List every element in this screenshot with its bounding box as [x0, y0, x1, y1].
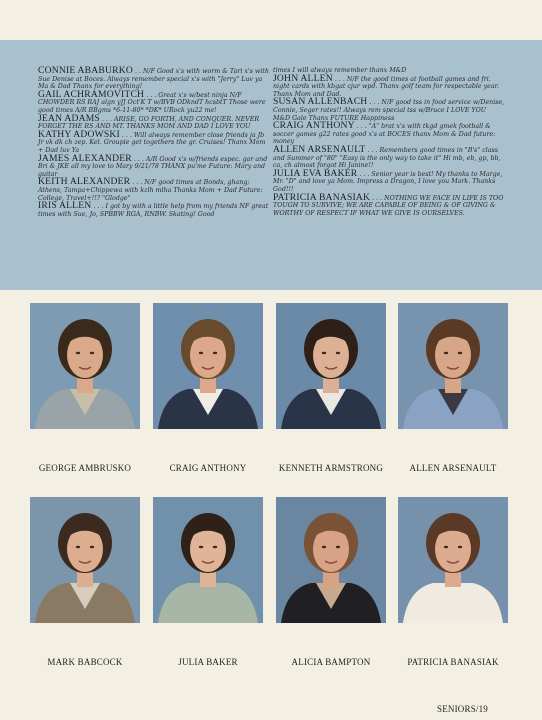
senior-name: JEAN ADAMS — [38, 112, 100, 124]
portrait-image — [398, 497, 508, 623]
portrait-photo — [30, 303, 140, 429]
senior-remark: . . . N/F good times at Bonds, ghang; Athens, Tampa+Chippewa with kzlh mlha Thanks Mom + Dad Future: College, Travel+!!? "Glodge" — [38, 179, 263, 202]
portrait-caption: KENNETH ARMSTRONG — [278, 463, 384, 473]
senior-name: IRIS ALLEN — [38, 200, 92, 212]
portrait-caption: JULIA BAKER — [178, 657, 238, 667]
portrait-caption: CRAIG ANTHONY — [169, 463, 247, 473]
senior-entry — [273, 143, 505, 170]
senior-entry — [38, 152, 270, 179]
senior-name: GAIL ACHRAMOVITCH — [38, 88, 145, 100]
senior-entry — [273, 167, 505, 194]
senior-entry — [273, 191, 505, 218]
portrait-image — [276, 497, 386, 623]
portrait-photo — [153, 303, 263, 429]
senior-remark: . . . N/F good tss in food service w/Denise, Connie, Seger rates!! Always rem special tss w/Bruce I LOVE YOU M&D Gale Thanx FUTURE Happiness — [273, 99, 505, 122]
senior-remark: . . . NOTHING WE FACE IN LIFE IS TOO TOUGH TO SURVIVE; WE ARE CAPABLE OF BEING & OF GIVING & WORTHY OF RESPECT IF WHAT WE GIVE IS OURSELVES. — [273, 194, 504, 217]
senior-quotes-right-column — [273, 67, 505, 217]
senior-name: PATRICIA BANASIAK — [273, 191, 371, 203]
page-footer: SENIORS/19 — [437, 704, 489, 714]
senior-remark: . . N/F Good x's with worm & Tari x's with Sue Denise at Boces. Always remember special x's with "Jerry" Luv ya Ma & Dad Thanx for everything! — [38, 68, 269, 91]
portrait-caption: PATRICIA BANASIAK — [407, 657, 499, 667]
portrait-image — [153, 303, 263, 429]
senior-remark: . . . Will always remember close friends ja Jb Jr vk dk ch zep. Kel. Groupie get togethers the gr. Cruises! Thanx Mom + Dad luv Ya — [38, 131, 266, 154]
portrait-image — [153, 497, 263, 623]
senior-entry — [273, 122, 505, 146]
portrait-image — [276, 303, 386, 429]
senior-name: JULIA EVA BAKER — [273, 167, 358, 179]
senior-remark: . . . "A" brat x's with tkgd gmek football & soccer games g22 rates good x's at BOCES thanx Mom & Dad future: money — [273, 123, 496, 146]
senior-entry — [38, 128, 270, 155]
senior-entry — [38, 178, 270, 202]
senior-entry — [38, 67, 270, 91]
senior-name: CONNIE ABABURKO — [38, 65, 133, 76]
senior-quotes-left-column — [38, 67, 270, 218]
senior-name: JAMES ALEXANDER — [38, 152, 132, 164]
senior-remark: . . . Remembers good times in "B's" class and Summer of "80" "Easy is the only way to take it" Hi mb, eb, gp, bb, ca, ch almost forgot Hi Janine!! — [273, 146, 501, 170]
senior-remark: . . . ARISE, GO FORTH, AND CONQUER. NEVER FORGET THE RS AND MT. THANKS MOM AND DAD I LOVE YOU — [38, 115, 260, 131]
senior-name: ALLEN ARSENAULT — [273, 143, 366, 155]
senior-name: CRAIG ANTHONY — [273, 120, 355, 132]
portrait-photo — [276, 497, 386, 623]
senior-name: SUSAN ALLENBACH — [273, 96, 368, 108]
portrait-caption: ALICIA BAMPTON — [291, 657, 371, 667]
senior-entry — [38, 202, 270, 218]
senior-remark: . . . A/R Good x's w/friends espec. gar and Bri & JKE all my love to Mary 9/21/78 THANX pu'me Future: Mary and guitar — [38, 155, 268, 178]
portrait-caption: GEORGE AMBRUSKO — [38, 463, 132, 473]
senior-name: KATHY ADOWSKI — [38, 128, 120, 140]
portrait-photo — [276, 303, 386, 429]
senior-entry — [38, 88, 270, 115]
senior-remark: times I will always remember thanx M&D — [273, 67, 407, 74]
portrait-image — [398, 303, 508, 429]
senior-remark: . . . I got by with a little help from my friends NF great times with Sue, Jo, SPBBW RGA, RNBW. Skating! Good — [38, 203, 269, 218]
portrait-photo — [398, 497, 508, 623]
senior-name: JOHN ALLEN — [273, 72, 333, 84]
portrait-image — [30, 497, 140, 623]
senior-remark: . . . Senior year is best! My thanks to Marge, Mr. "D" and love ya Mom. Impress a Dragon, I love you Mark. Thanks God!!! — [273, 170, 503, 193]
portrait-caption: MARK BABCOCK — [47, 657, 123, 667]
senior-name: KEITH ALEXANDER — [38, 176, 131, 188]
portrait-photo — [30, 497, 140, 623]
portrait-caption: ALLEN ARSENAULT — [409, 463, 497, 473]
senior-entry — [273, 98, 505, 122]
portrait-photo — [153, 497, 263, 623]
portrait-image — [30, 303, 140, 429]
senior-entry — [273, 72, 505, 99]
senior-remark: . . . N/F the good times at football games and fri. night cards with kbgat cjur wpd. Thanx golf team for respectable year. Thanx Mom and Dad. — [273, 75, 499, 98]
senior-remark: . . . Great x's w/best ninja N/F CHOWDER RS RAJ algn yJJ Oct'K T w/BVB ODkndT hcsbtT Those were good times A/R BBgms *6-11-80* *DK* URock yu22 me! — [38, 91, 266, 114]
portrait-photo — [398, 303, 508, 429]
